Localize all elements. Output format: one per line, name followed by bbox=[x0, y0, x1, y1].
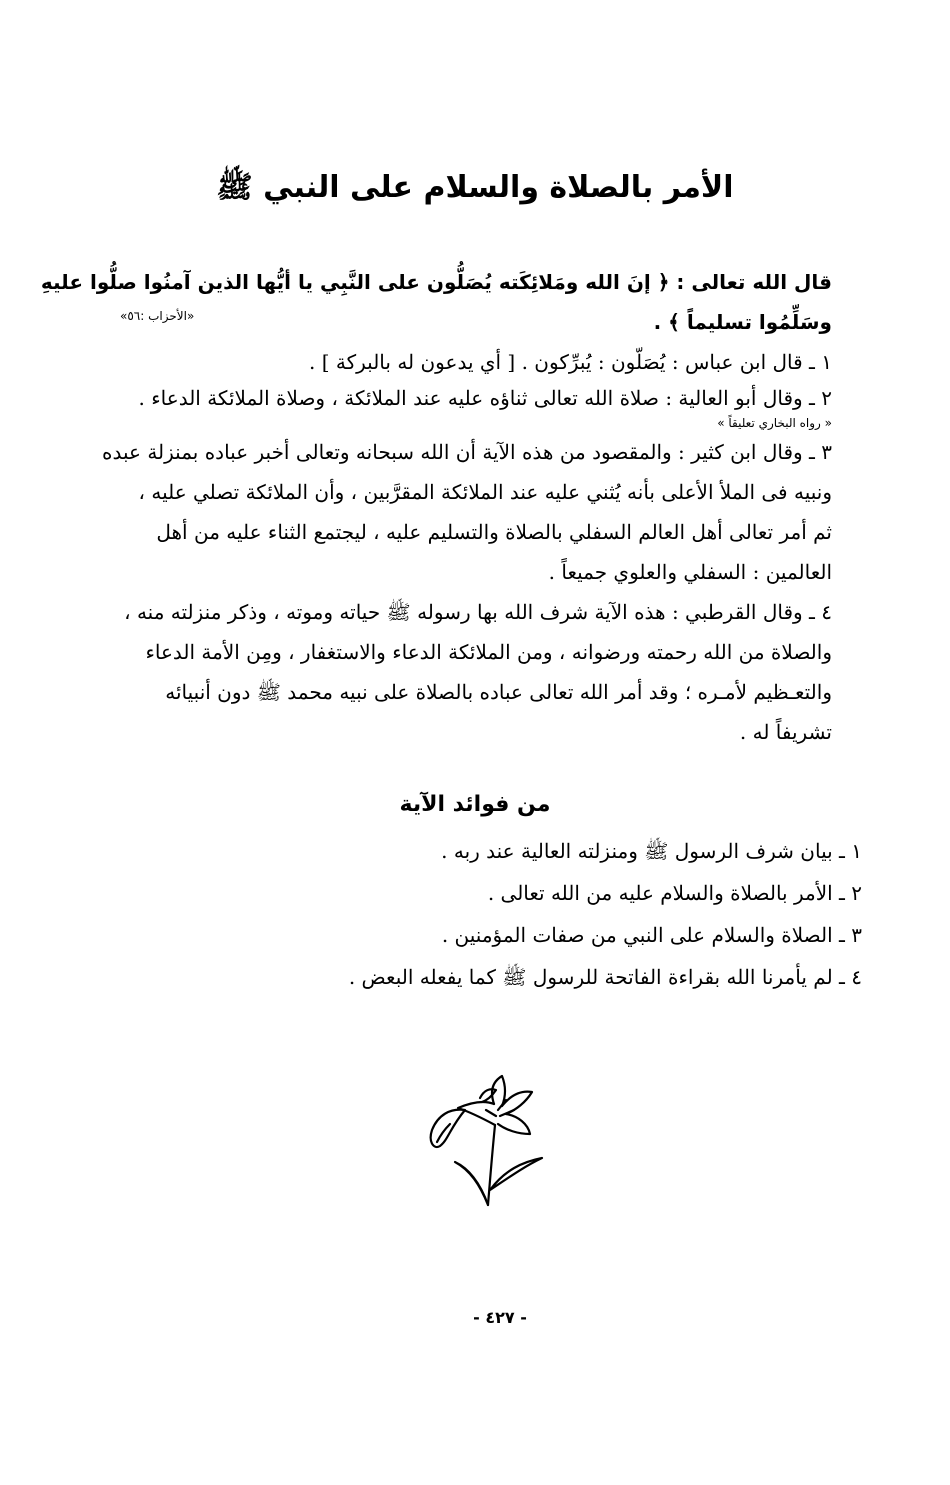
page-number: - ٤٢٧ - bbox=[473, 1308, 527, 1327]
point-3-line-3: ثم أمر تعالى أهل العالم السفلي بالصلاة والتسليم عليه ، ليجتمع الثناء عليه من أهل bbox=[156, 520, 832, 544]
verse-line-1: قال الله تعالى : ﴿ إنَ الله ومَلائِكَته يُصَلُّون على النَّبِي يا أيُّها الذين آمنُوا صلُّوا عليهِ bbox=[40, 270, 832, 294]
point-2: ٢ ـ وقال أبو العالية : صلاة الله تعالى ثناؤه عليه عند الملائكة ، وصلاة الملائكة الدعاء . bbox=[138, 386, 832, 410]
point-4-line-1: ٤ ـ وقال القرطبي : هذه الآية شرف الله بها رسوله ﷺ حياته وموته ، وذكر منزلته منه ، bbox=[124, 600, 832, 624]
verse-reference: «الأحزاب :٥٦» bbox=[120, 309, 195, 323]
point-3-line-2: ونبيه فى الملأ الأعلى بأنه يُثني عليه عند الملائكة المقرَّبين ، وأن الملائكة تصلي عليه ، bbox=[138, 480, 832, 504]
benefits-heading: من فوائد الآية bbox=[399, 792, 551, 817]
point-1: ١ ـ قال ابن عباس : يُصَلّون : يُبرِّكون . [ أي يدعون له بالبركة ] . bbox=[309, 350, 832, 374]
point-3-line-1: ٣ ـ وقال ابن كثير : والمقصود من هذه الآية أن الله سبحانه وتعالى أخبر عباده بمنزلة عبده bbox=[102, 440, 832, 464]
benefit-item: ٤ ـ لم يأمرنا الله بقراءة الفاتحة للرسول ﷺ كما يفعله البعض . bbox=[348, 965, 862, 989]
point-3 bbox=[102, 432, 832, 592]
verse-line-2-row bbox=[120, 302, 832, 342]
point-4-line-2: والصلاة من الله رحمته ورضوانه ، ومن الملائكة الدعاء والاستغفار ، ومِن الأمة الدعاء bbox=[145, 640, 832, 664]
point-4 bbox=[120, 592, 832, 752]
main-text bbox=[40, 262, 832, 752]
benefit-item: ٢ ـ الأمر بالصلاة والسلام عليه من الله تعالى . bbox=[487, 881, 862, 905]
point-4-line-3: والتعـظيم لأمـره ؛ وقد أمر الله تعالى عباده بالصلاة على نبيه محمد ﷺ دون أنبيائه bbox=[165, 680, 832, 704]
benefit-item: ١ ـ بيان شرف الرسول ﷺ ومنزلته العالية عند ربه . bbox=[441, 839, 862, 863]
benefit-item: ٣ ـ الصلاة والسلام على النبي من صفات المؤمنين . bbox=[441, 923, 862, 947]
flower-ornament-icon bbox=[410, 1070, 560, 1220]
point-2-source-note: « رواه البخاري تعليقاً » bbox=[717, 416, 832, 430]
benefits-list bbox=[162, 830, 862, 998]
page-title: الأمر بالصلاة والسلام على النبي ﷺ bbox=[216, 170, 734, 205]
verse-line-2: وسَلِّمُوا تسليماً ﴾ . bbox=[653, 310, 832, 334]
point-3-line-4: العالمين : السفلي والعلوي جميعاً . bbox=[548, 560, 832, 584]
point-4-line-4: تشريفاً له . bbox=[739, 720, 832, 744]
